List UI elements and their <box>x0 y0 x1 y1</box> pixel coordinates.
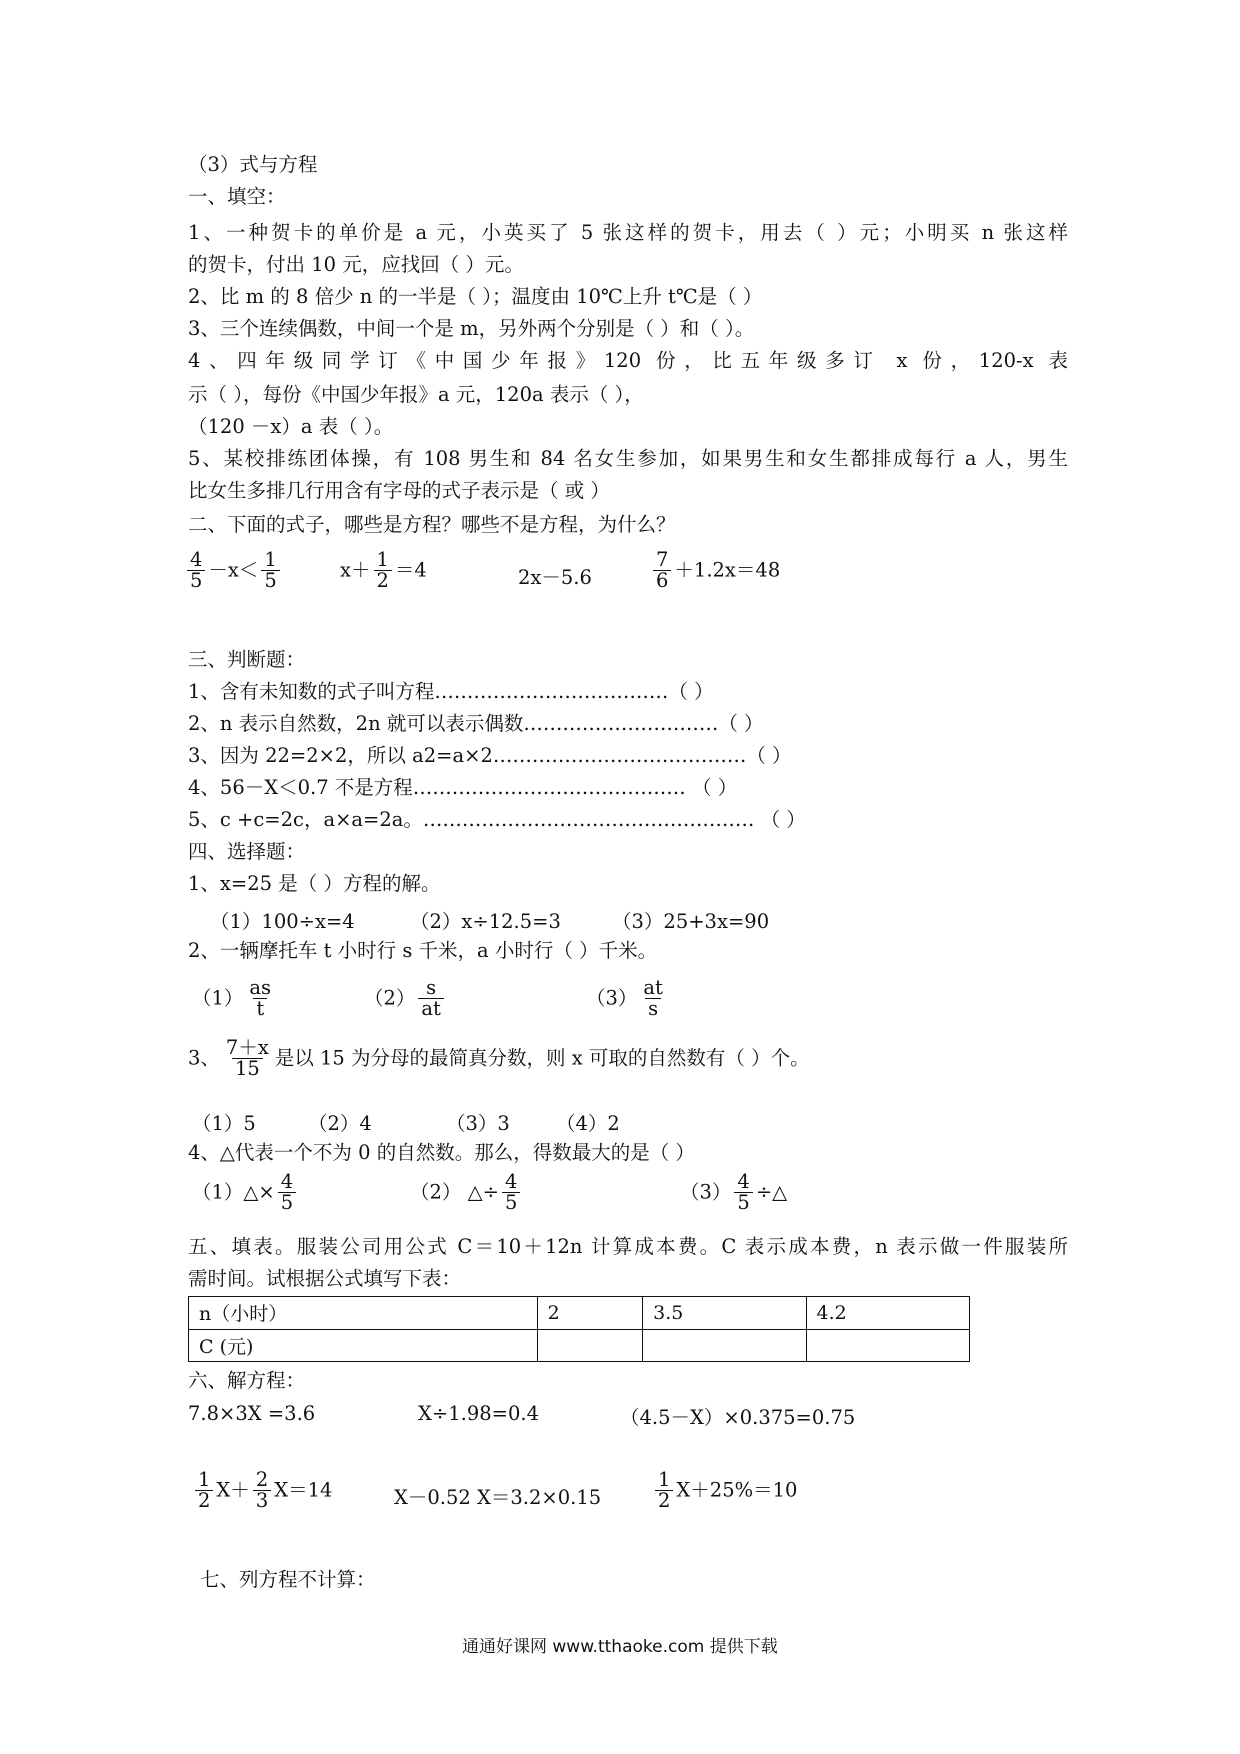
fraction: $\frac{1}{2}$ <box>655 1470 673 1512</box>
table-row <box>189 1297 970 1330</box>
fraction: $\frac{1}{2}$ <box>374 550 392 592</box>
section-choice-heading: 四、选择题： <box>188 840 306 863</box>
choice-q1-option-3: （3）25+3x=90 <box>612 910 770 933</box>
choice-q1-option-1: （1）100÷x=4 <box>210 910 355 933</box>
fraction: $\frac{1}{5}$ <box>261 550 279 592</box>
table-cell[interactable] <box>643 1329 806 1362</box>
choice-q2: 2、一辆摩托车 t 小时行 s 千米，a 小时行（ ）千米。 <box>188 939 658 962</box>
fill-q3: 3、三个连续偶数，中间一个是 m，另外两个分别是（ ）和（ ）。 <box>188 317 755 340</box>
solve-eq-5: X－0.52 X＝3.2×0.15 <box>394 1486 602 1509</box>
table-cell[interactable] <box>537 1329 643 1362</box>
fraction: $\frac{2}{3}$ <box>253 1470 271 1512</box>
fill-q4-line2: 示（ ），每份《中国少年报》a 元，120a 表示（ ）， <box>188 383 644 406</box>
choice-q1-option-2: （2）x÷12.5=3 <box>410 910 561 933</box>
expression-4: $\frac{7}{6}$ ＋1.2x＝48 <box>650 550 780 592</box>
choice-q1: 1、x=25 是（ ）方程的解。 <box>188 872 441 895</box>
table-cell: n（小时） <box>189 1297 538 1330</box>
choice-q4: 4、△代表一个不为 0 的自然数。那么，得数最大的是（ ） <box>188 1141 695 1164</box>
table-question-line2: 需时间。试根据公式填写下表： <box>188 1267 462 1290</box>
solve-eq-6: $\frac{1}{2}$ X＋25%＝10 <box>652 1470 797 1512</box>
table-cell[interactable] <box>806 1329 969 1362</box>
choice-q3-option-3: （3）3 <box>446 1112 510 1135</box>
expression-1: $\frac{4}{5}$ －x＜ $\frac{1}{5}$ <box>184 550 283 592</box>
judge-item-5: 5、c +c=2c，a×a=2a。…………………………………………… （ ） <box>188 808 806 831</box>
worksheet-title: （3）式与方程 <box>188 153 318 176</box>
fraction: $\frac{4}{5}$ <box>278 1172 296 1214</box>
choice-q3-option-1: （1）5 <box>192 1112 256 1135</box>
solve-eq-3: （4.5－X）×0.375=0.75 <box>620 1406 856 1429</box>
choice-q2-option-3: （3） $\frac{at}{s}$ <box>586 978 669 1020</box>
section-equation-heading: 二、下面的式子，哪些是方程？哪些不是方程，为什么？ <box>188 513 676 536</box>
solve-eq-2: X÷1.98=0.4 <box>418 1402 539 1425</box>
fraction: $\frac{as}{t}$ <box>249 976 272 1021</box>
section-solve-heading: 六、解方程： <box>188 1369 306 1392</box>
fill-q1-line1: 1、一种贺卡的单价是 a 元，小英买了 5 张这样的贺卡，用去（ ）元；小明买 n 张这样 <box>188 221 1068 244</box>
table-cell: 2 <box>537 1297 643 1330</box>
choice-q3-option-2: （2）4 <box>308 1112 372 1135</box>
fill-q2: 2、比 m 的 8 倍少 n 的一半是（ ）；温度由 10℃上升 t℃是（ ） <box>188 285 763 308</box>
choice-q2-option-2: （2） $\frac{s}{at}$ <box>364 978 447 1020</box>
judge-item-3: 3、因为 22=2×2，所以 a2=a×2…………………………………（ ） <box>188 744 792 767</box>
choice-q4-option-2: （2） △÷ $\frac{4}{5}$ <box>410 1172 523 1214</box>
section-fill-blank-heading: 一、填空： <box>188 185 286 208</box>
table-question-line1: 五、填表。服装公司用公式 C＝10＋12n 计算成本费。C 表示成本费，n 表示做一件服装所 <box>188 1235 1068 1258</box>
footer-source: 通通好课网 www.tthaoke.com 提供下载 <box>462 1637 778 1657</box>
cost-table <box>188 1296 970 1362</box>
table-cell: 4.2 <box>806 1297 969 1330</box>
fill-q1-line2: 的贺卡，付出 10 元，应找回（ ）元。 <box>188 253 524 276</box>
section-list-equation-heading: 七、列方程不计算： <box>200 1568 376 1591</box>
table-cell: 3.5 <box>643 1297 806 1330</box>
choice-q3: 3、 $\frac{7+x}{15}$ 是以 15 为分母的最简真分数，则 x 可取的自然数有（ ）个。 <box>188 1036 810 1081</box>
judge-item-1: 1、含有未知数的式子叫方程………………………………（ ） <box>188 680 714 703</box>
choice-q4-option-1: （1）△× $\frac{4}{5}$ <box>192 1172 299 1214</box>
table-cell: C (元) <box>189 1329 538 1362</box>
fill-q5-line1: 5、某校排练团体操，有 108 男生和 84 名女生参加，如果男生和女生都排成每行 a 人，男生 <box>188 447 1068 470</box>
fraction: $\frac{4}{5}$ <box>187 550 205 592</box>
table-row <box>189 1329 970 1362</box>
fraction: $\frac{7}{6}$ <box>653 550 671 592</box>
expression-3: 2x－5.6 <box>518 566 592 589</box>
choice-q4-option-3: （3） $\frac{4}{5}$ ÷△ <box>680 1170 788 1215</box>
judge-item-4: 4、56－X＜0.7 不是方程…………………………………… （ ） <box>188 776 738 799</box>
expression-2: x＋ $\frac{1}{2}$ ＝4 <box>340 548 427 593</box>
fraction: $\frac{4}{5}$ <box>502 1172 520 1214</box>
section-judge-heading: 三、判断题： <box>188 648 306 671</box>
fill-q4-line3: （120 －x）a 表（ ）。 <box>188 415 394 438</box>
fraction: $\frac{s}{at}$ <box>418 978 443 1020</box>
solve-eq-1: 7.8×3X =3.6 <box>188 1402 316 1425</box>
fraction: $\frac{at}{s}$ <box>643 976 663 1021</box>
fraction: $\frac{4}{5}$ <box>734 1172 752 1214</box>
judge-item-2: 2、n 表示自然数，2n 就可以表示偶数…………………………（ ） <box>188 712 764 735</box>
choice-q3-option-4: （4）2 <box>556 1112 620 1135</box>
solve-eq-4: $\frac{1}{2}$ X＋ $\frac{2}{3}$ X＝14 <box>192 1470 332 1512</box>
fill-q4-line1: 4、四年级同学订《中国少年报》120 份，比五年级多订 x 份，120-x 表 <box>188 349 1068 372</box>
fraction: $\frac{1}{2}$ <box>195 1470 213 1512</box>
fraction: $\frac{7+x}{15}$ <box>225 1036 269 1081</box>
choice-q2-option-1: （1） $\frac{as}{t}$ <box>192 978 277 1020</box>
fill-q5-line2: 比女生多排几行用含有字母的式子表示是（ 或 ） <box>188 479 610 502</box>
